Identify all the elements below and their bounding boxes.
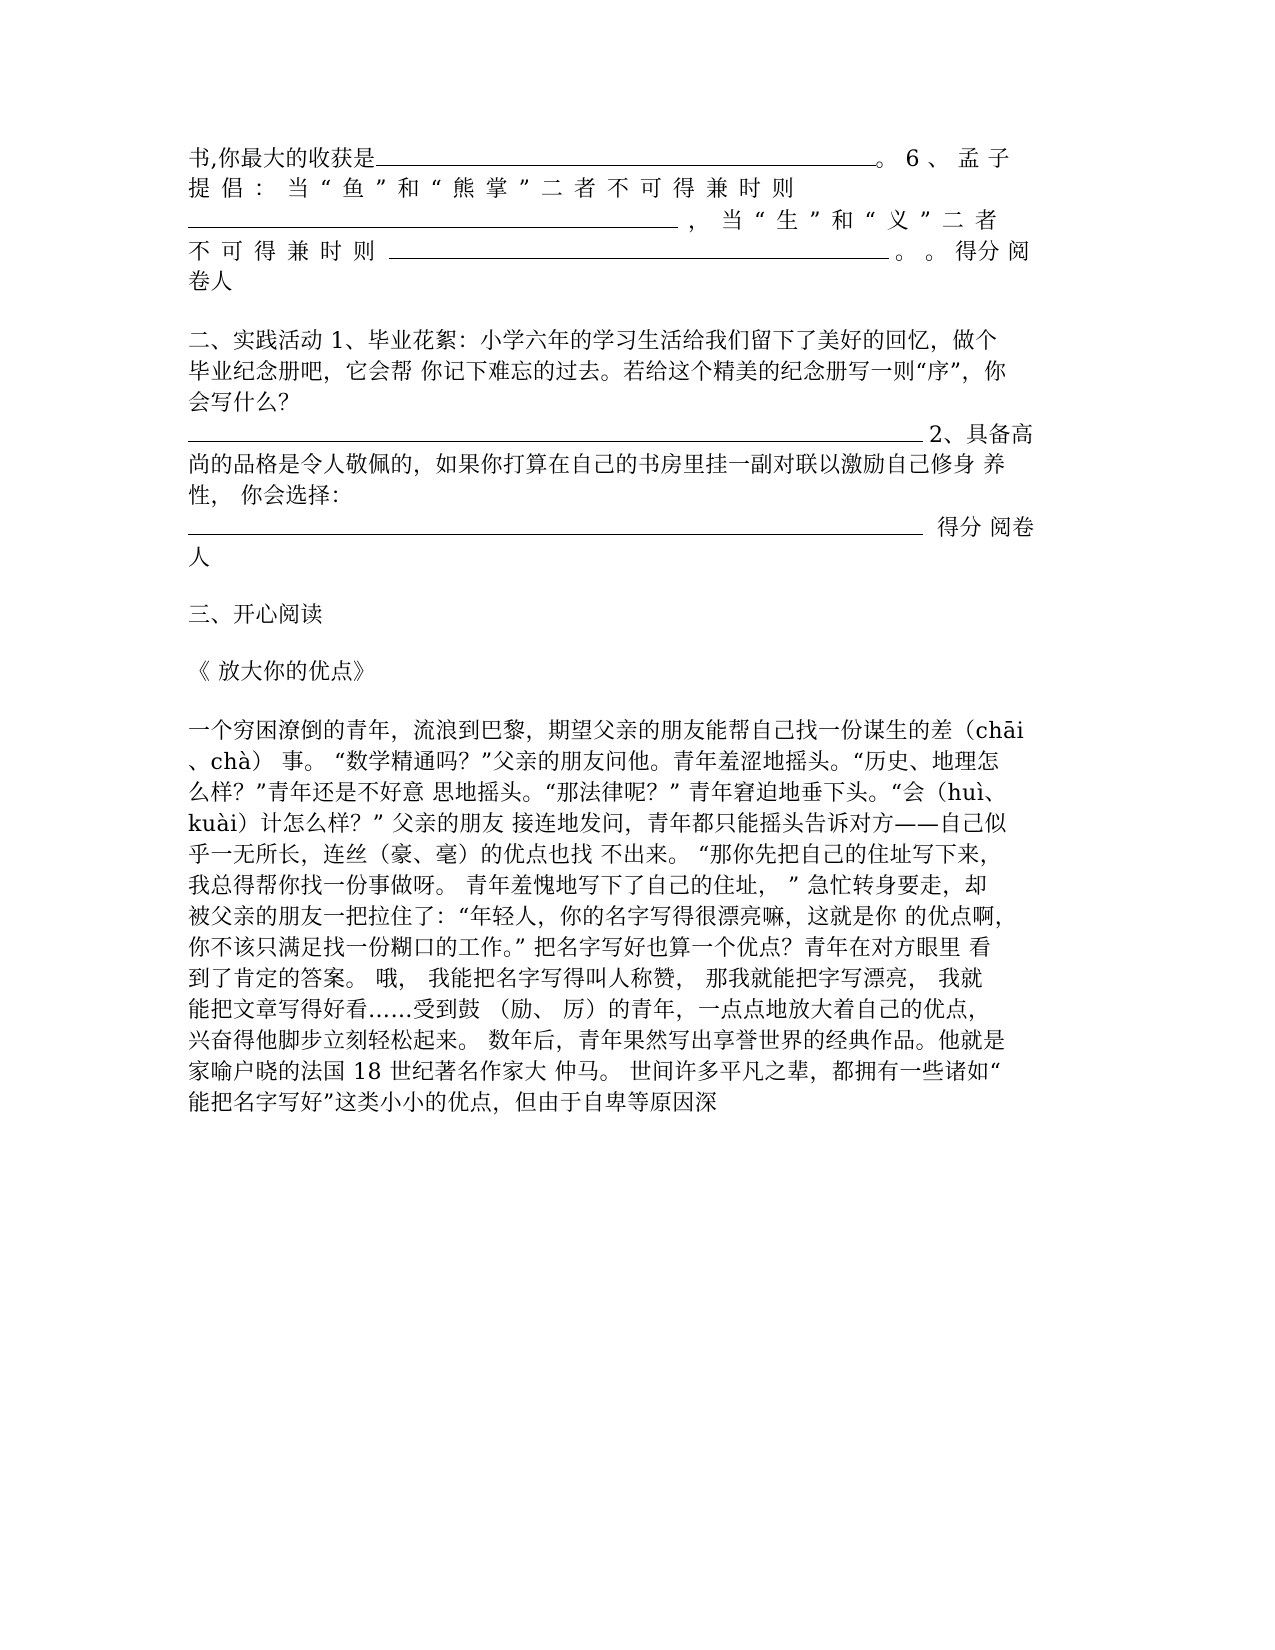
reading-paragraph-line: 我总得帮你找一份事做呀。 青年羞愧地写下了自己的住址， ” 急忙转身要走，却 [188,874,988,899]
q6-prompt-line: 提 倡 ： 当 “ 鱼 ” 和 “ 熊 掌 ” 二 者 不 可 得 兼 时 则 [188,177,796,202]
section2-line-5: 尚的品格是令人敬佩的，如果你打算在自己的书房里挂一副对联以激励自己修身 养 [188,453,1006,478]
section2-line-3: 会写什么？ [188,391,301,416]
section2-line7-suffix: 得分 阅卷 [937,516,1035,541]
reading-paragraph-line: 一个穷困潦倒的青年，流浪到巴黎，期望父亲的朋友能帮自己找一份谋生的差（chāi [188,719,1025,744]
reading-paragraph-line: 到了肯定的答案。 哦， 我能把名字写得叫人称赞， 那我就能把字写漂亮， 我就 [188,967,983,992]
q6-answer-blank-1[interactable] [188,205,678,228]
reading-paragraph-line: 乎一无所长，连丝（豪、毫）的优点也找 不出来。 “那你先把自己的住址写下来， [188,843,1003,868]
q5-suffix: 。 6 、 孟 子 [875,147,1010,172]
section2-line-1: 二、实践活动 1、毕业花絮：小学六年的学习生活给我们留下了美好的回忆，做个 [188,329,998,354]
q6-line3-suffix: 。 。 得分 阅 [894,240,1030,265]
section2-line-6: 性， 你会选择： [188,484,353,509]
q6-answer-line-2 [188,236,1030,268]
section3-heading: 三、开心阅读 [188,603,324,628]
section2-answer-line-2 [188,512,1035,544]
section2-answer-line-1 [188,419,1034,451]
q5-answer-line [188,143,1010,175]
reading-paragraph-line: 你不该只满足找一份糊口的工作。” 把名字写好也算一个优点？青年在对方眼里 看 [188,936,992,961]
section2-answer-blank-1[interactable] [188,419,923,442]
reading-paragraph-line: kuài）计怎么样？” 父亲的朋友 接连地发问，青年都只能摇头告诉对方——自己似 [188,812,1007,837]
q6-answer-blank-2[interactable] [389,236,889,259]
q5-prefix: 书,你最大的收获是 [188,147,376,172]
section2-reviewer-label: 人 [188,546,211,571]
reading-paragraph-line: 家喻户晓的法国 18 世纪著名作家大 仲马。 世间许多平凡之辈，都拥有一些诸如“ [188,1060,1002,1085]
q6-reviewer-label: 卷人 [188,270,234,295]
reading-paragraph-line: 么样？”青年还是不好意 思地摇头。“那法律呢？” 青年窘迫地垂下头。“会（huì、 [188,781,1007,806]
q6-answer-line-1 [188,205,999,237]
section2-answer-blank-2[interactable] [188,512,923,535]
section2-line4-suffix: 2、具备高 [929,423,1034,448]
reading-paragraph-line: 、chà） 事。 “数学精通吗？”父亲的朋友问他。青年羞涩地摇头。“历史、地理怎 [188,750,1000,775]
q6-line2-suffix: ， 当 “ 生 ” 和 “ 义 ” 二 者 [688,209,999,234]
q5-answer-blank[interactable] [376,143,876,166]
reading-title: 《 放大你的优点》 [188,660,376,685]
reading-paragraph-line: 能把文章写得好看……受到鼓 （励、 厉）的青年，一点点地放大着自己的优点， [188,998,991,1023]
q6-line3-prefix: 不 可 得 兼 时 则 [188,240,377,265]
reading-paragraph-line: 兴奋得他脚步立刻轻松起来。 数年后，青年果然写出享誉世界的经典作品。他就是 [188,1029,1006,1054]
reading-paragraph-line: 被父亲的朋友一把拉住了：“年轻人，你的名字写得很漂亮嘛，这就是你 的优点啊， [188,905,1018,930]
section2-line-2: 毕业纪念册吧，它会帮 你记下难忘的过去。若给这个精美的纪念册写一则“序”，你 [188,360,1007,385]
reading-paragraph-line: 能把名字写好”这类小小的优点，但由于自卑等原因深 [188,1091,718,1116]
